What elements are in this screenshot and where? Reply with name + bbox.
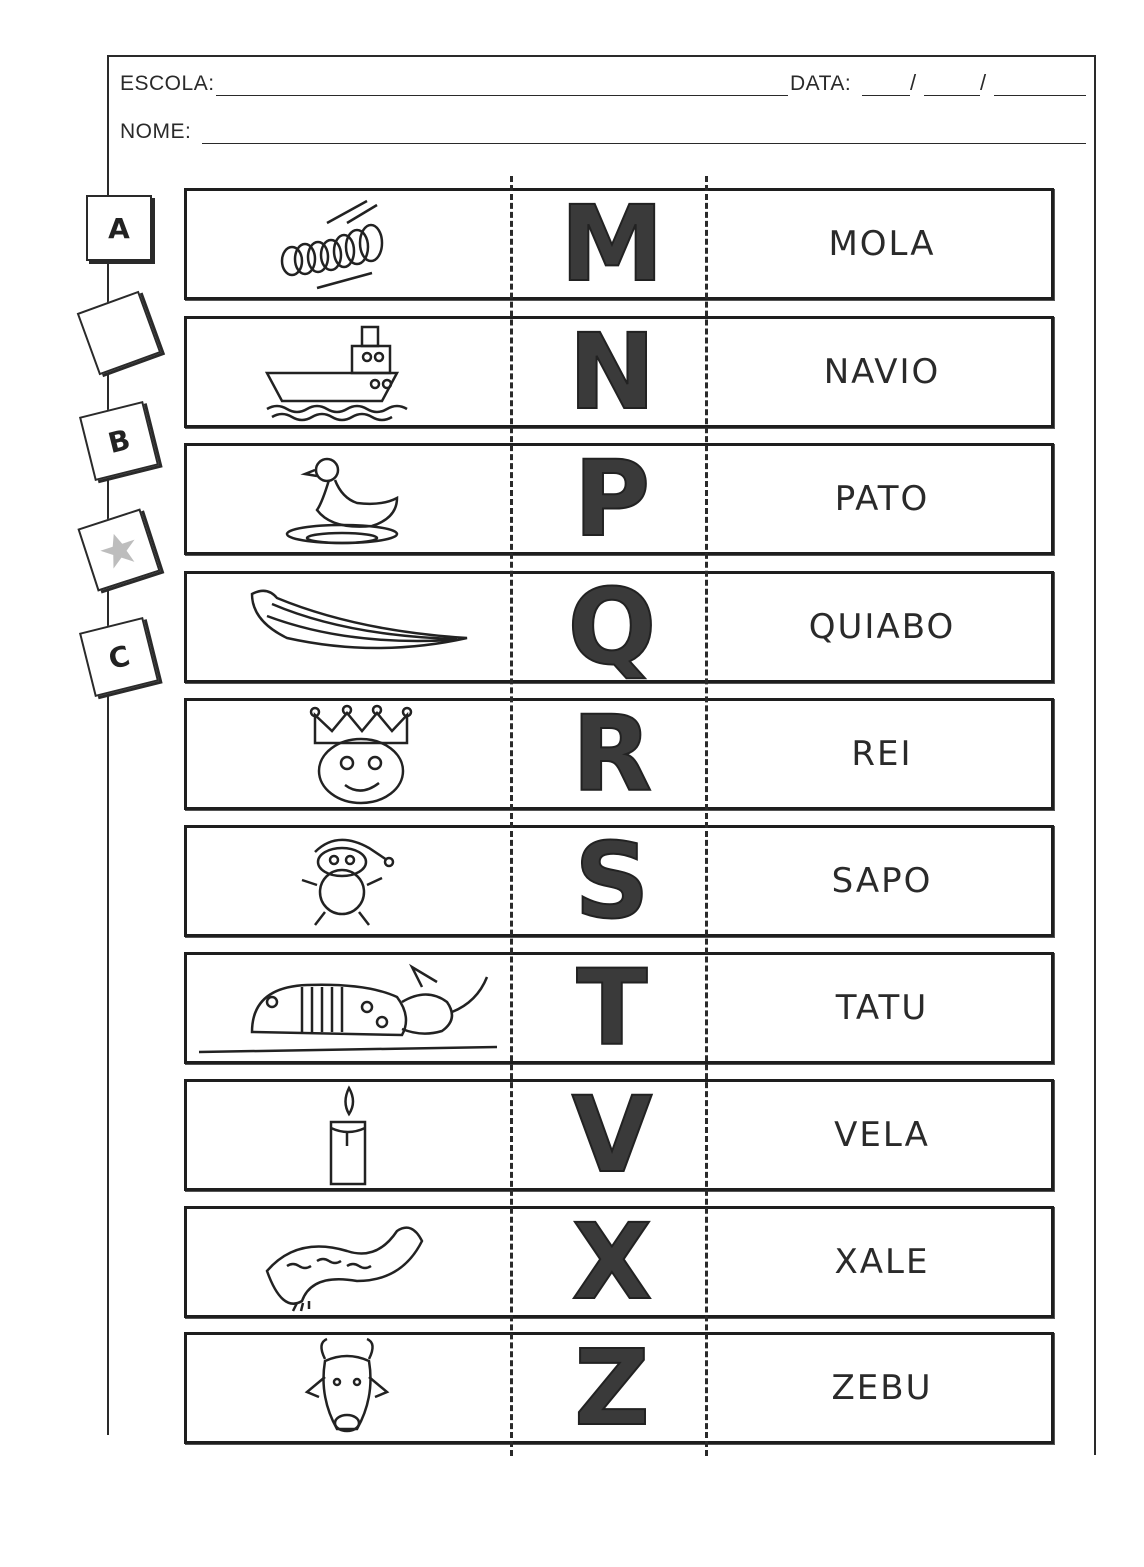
word-card: [184, 311, 1054, 433]
date-slash: /: [910, 70, 917, 95]
candle-icon: [197, 1084, 507, 1186]
letter-tile: B: [79, 401, 159, 481]
row-word: XALE: [834, 1242, 930, 1282]
word-card: [184, 1201, 1054, 1323]
date-slash: /: [980, 70, 987, 95]
school-field[interactable]: [216, 95, 788, 96]
date-year-field[interactable]: [994, 95, 1086, 96]
row-letter: P: [573, 438, 651, 560]
word-card: [184, 566, 1054, 688]
page-border-top: [108, 55, 1096, 57]
date-day-field[interactable]: [862, 95, 910, 96]
row-letter: S: [574, 820, 650, 942]
row-word: QUIABO: [808, 607, 956, 647]
letter-tile: C: [79, 617, 159, 697]
name-field[interactable]: [202, 143, 1086, 144]
row-letter: N: [568, 311, 656, 433]
school-label: ESCOLA:: [120, 72, 215, 95]
row-word: PATO: [834, 479, 930, 519]
armadillo-icon: [197, 957, 507, 1059]
row-letter: Q: [567, 566, 657, 688]
word-card: [184, 183, 1054, 305]
word-card: [184, 820, 1054, 942]
cut-line-right: [705, 176, 708, 1456]
row-word: MOLA: [828, 224, 936, 264]
king-icon: [197, 703, 507, 805]
row-word: REI: [851, 734, 913, 774]
word-card: [184, 1327, 1054, 1449]
row-word: VELA: [834, 1115, 930, 1155]
name-label: NOME:: [120, 120, 192, 143]
spring-icon: [197, 193, 507, 295]
page-border-left: [107, 55, 109, 1435]
row-word: ZEBU: [831, 1368, 933, 1408]
letter-tile: A: [86, 195, 152, 261]
okra-icon: [197, 576, 507, 678]
row-word: SAPO: [831, 861, 933, 901]
row-letter: V: [571, 1074, 653, 1196]
date-label: DATA:: [790, 72, 852, 95]
blank-tile: [77, 291, 162, 376]
word-card: [184, 947, 1054, 1069]
shawl-icon: [197, 1211, 507, 1313]
word-card: [184, 1074, 1054, 1196]
row-letter: T: [576, 947, 648, 1069]
star-icon: [94, 525, 144, 575]
zebu-icon: [197, 1337, 507, 1439]
row-letter: R: [571, 693, 653, 815]
frog-icon: [197, 830, 507, 932]
ship-icon: [197, 321, 507, 423]
row-letter: Z: [574, 1327, 650, 1449]
row-word: NAVIO: [823, 352, 941, 392]
row-letter: X: [571, 1201, 653, 1323]
page-border-right: [1094, 55, 1096, 1455]
row-letter: M: [560, 183, 664, 305]
word-card: [184, 693, 1054, 815]
row-word: TATU: [835, 988, 929, 1028]
cut-line-left: [510, 176, 513, 1456]
star-tile: [77, 508, 160, 591]
duck-icon: [197, 448, 507, 550]
word-card: [184, 438, 1054, 560]
date-month-field[interactable]: [924, 95, 980, 96]
